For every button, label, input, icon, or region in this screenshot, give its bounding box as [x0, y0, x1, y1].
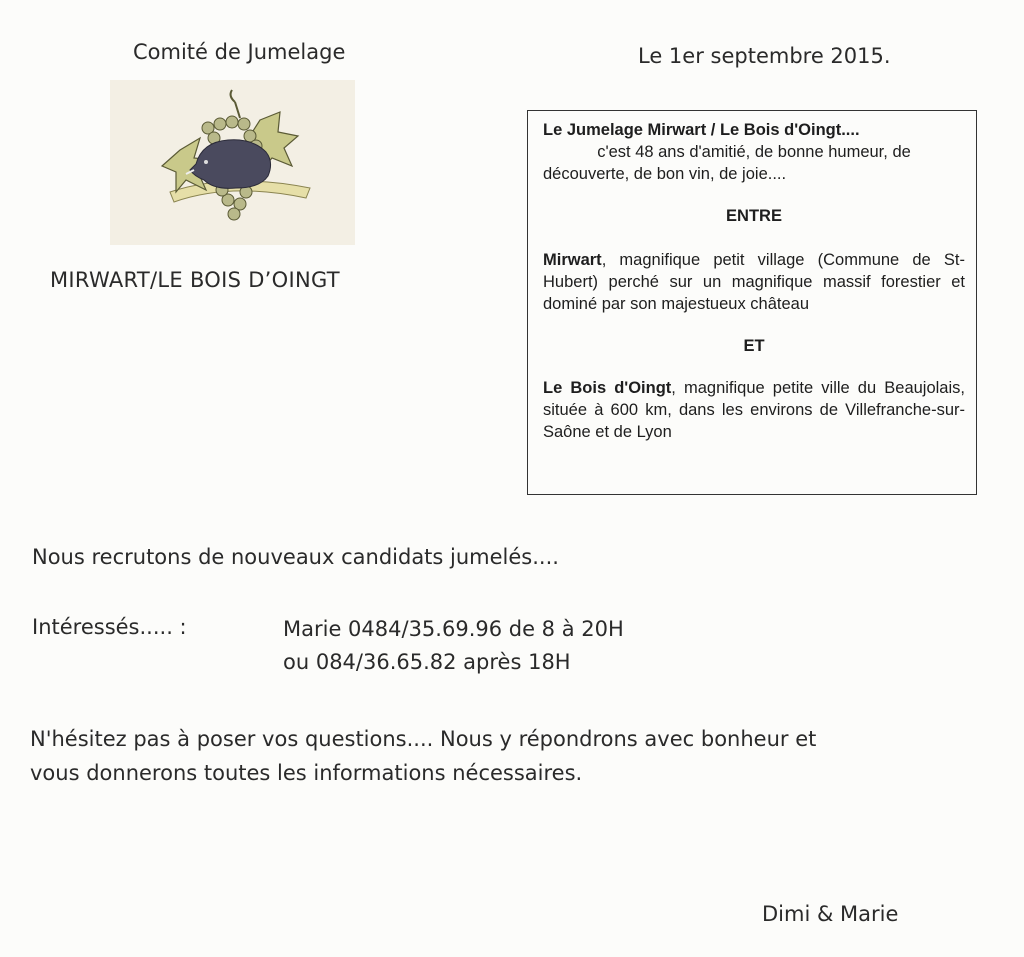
info-box-and: ET [743, 337, 765, 355]
signature: Dimi & Marie [762, 902, 899, 926]
bois-name: Le Bois d'Oingt [543, 379, 672, 397]
info-box-headline: Le Jumelage Mirwart / Le Bois d'Oingt.... [543, 121, 860, 139]
mirwart-name: Mirwart [543, 251, 602, 269]
boar-grapes-logo-icon [110, 80, 355, 245]
recruit-text: Nous recrutons de nouveaux candidats jumelés.... [32, 545, 559, 569]
info-box-between: ENTRE [726, 207, 782, 225]
closing-line-2: vous donnerons toutes les informations nécessaires. [30, 761, 583, 785]
contact-line-1: Marie 0484/35.69.96 de 8 à 20H [283, 617, 624, 641]
bois-description: , magnifique petite ville du Beaujolais, située à 600 km, dans les environs de Villefranche-sur-Saône et de Lyon [543, 379, 965, 441]
info-box-mirwart-paragraph [543, 249, 965, 315]
info-box-bois-paragraph [543, 377, 965, 443]
letter-date: Le 1er septembre 2015. [638, 44, 891, 68]
closing-paragraph [30, 722, 910, 790]
mirwart-description: , magnifique petit village (Commune de St-Hubert) perché sur un magnifique massif forestier et dominé par son majestueux château [543, 251, 965, 313]
logo-boar-eye [204, 160, 208, 164]
twin-towns-title: MIRWART/LE BOIS D’OINGT [50, 268, 340, 292]
contact-label: Intéressés..... : [32, 615, 187, 639]
contact-line-2: ou 084/36.65.82 après 18H [283, 650, 571, 674]
info-box [527, 110, 977, 495]
info-box-intro-line-1: c'est 48 ans d'amitié, de bonne humeur, de [597, 143, 911, 161]
info-box-intro-line-2: découverte, de bon vin, de joie.... [543, 165, 787, 183]
organization-name: Comité de Jumelage [133, 40, 346, 64]
closing-line-1: N'hésitez pas à poser vos questions.... Nous y répondrons avec bonheur et [30, 727, 817, 751]
